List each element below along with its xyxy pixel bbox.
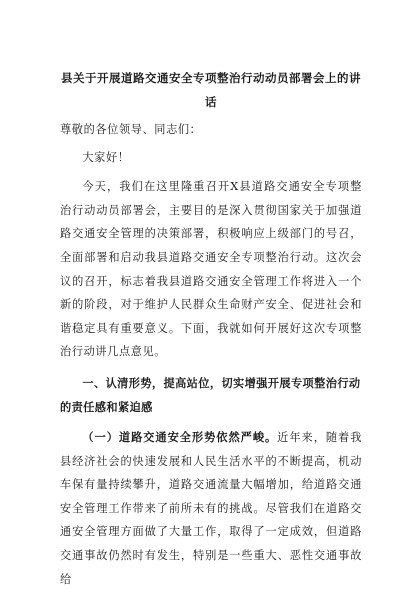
subsection-1-heading: （一）道路交通安全形势依然严峻。 — [82, 430, 278, 444]
subsection-1-paragraph — [60, 426, 362, 591]
subsection-1-text: 近年来，随着我县经济社会的快速发展和人民生活水平的不断提高，机动车保有量持续攀升，道路交通流量大幅增加，给道路交通安全管理工作带来了前所未有的挑战。尽管我们在道路交通安全管理方面做了大量工作，取得了一定成效，但道路交通事故仍然时有发生，特别是一些重大、恶性交通事故给 — [60, 430, 362, 586]
section-1-heading: 一、认清形势，提高站位，切实增强开展专项整治行动的责任感和紧迫感 — [60, 376, 361, 414]
salutation: 尊敬的各位领导、同志们： — [60, 123, 202, 136]
greeting: 大家好！ — [82, 150, 130, 164]
intro-paragraph: 今天，我们在这里隆重召开X县道路交通安全专项整治行动动员部署会，主要目的是深入贯彻国家关于加强道路交通安全管理的决策部署，积极响应上级部门的号召，全面部署和启动我县道路交通安全专项整治行动。这次会议的召开，标志着我县道路交通安全管理工作将进入一个新的阶段，对于维护人民群众生命财产安全、促进社会和谐稳定具有重要意义。下面，我就如何开展好这次专项整治行动讲几点意见。 — [60, 180, 362, 359]
document-title — [60, 66, 362, 114]
title-line-1: 县关于开展道路交通安全专项整治行动动员部署会上的讲 — [61, 71, 361, 85]
title-line-2: 话 — [205, 95, 217, 109]
